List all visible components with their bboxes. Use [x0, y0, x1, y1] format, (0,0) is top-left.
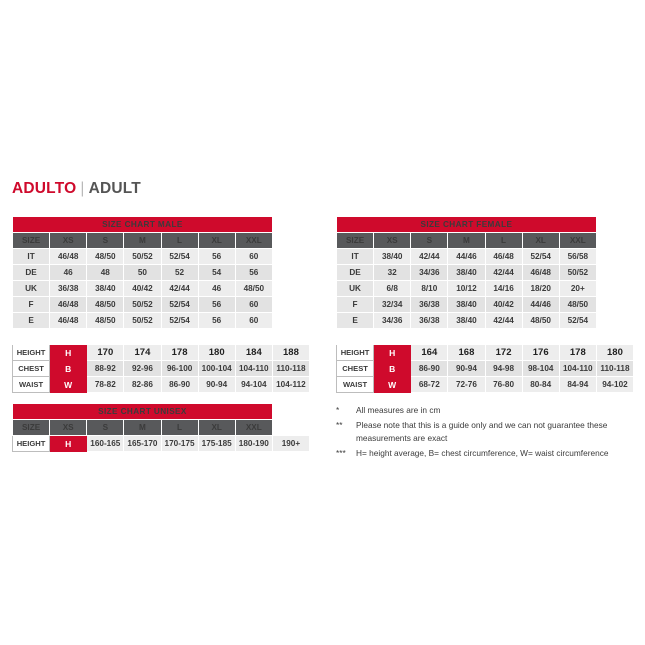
cell: 98-104: [522, 361, 559, 377]
page-title-en: ADULT: [88, 180, 141, 197]
table-row: [13, 313, 310, 329]
cell: 76-80: [485, 377, 522, 393]
cell: 184: [235, 345, 272, 361]
cell: 92-96: [124, 361, 161, 377]
row-label: DE: [337, 265, 374, 281]
table-row: [337, 313, 634, 329]
row-label: IT: [337, 249, 374, 265]
cell: 50/52: [559, 265, 596, 281]
unisex-col-m: M: [124, 420, 161, 436]
cell: 174: [124, 345, 161, 361]
measure-label: CHEST: [13, 361, 50, 377]
note-text: Please note that this is a guide only and we can not guarantee these measurements are exact: [356, 419, 608, 443]
unisex-caption: SIZE CHART UNISEX: [13, 404, 273, 420]
cell: 48/50: [87, 313, 124, 329]
row-label: E: [337, 313, 374, 329]
male-col-size: SIZE: [13, 233, 50, 249]
cell: 34/36: [374, 313, 411, 329]
table-spacer: [13, 329, 310, 345]
cell: 88-92: [87, 361, 124, 377]
note-item: [336, 447, 636, 461]
note-marker: **: [336, 419, 343, 430]
cell: 56: [198, 249, 235, 265]
cell: 52/54: [559, 313, 596, 329]
female-col-m: M: [448, 233, 485, 249]
cell: 40/42: [124, 281, 161, 297]
table-row: [13, 281, 310, 297]
male-col-xs: XS: [50, 233, 87, 249]
table-row: [13, 297, 310, 313]
cell: 178: [559, 345, 596, 361]
measure-row-height: [13, 436, 310, 452]
cell: 160-165: [87, 436, 124, 452]
male-col-s: S: [87, 233, 124, 249]
unisex-col-xxl: XXL: [235, 420, 272, 436]
cell: 56: [235, 265, 272, 281]
unisex-col-xs: XS: [50, 420, 87, 436]
cell: 54: [198, 265, 235, 281]
female-table: [336, 216, 634, 393]
unisex-col-xl: XL: [198, 420, 235, 436]
measure-badge: B: [374, 361, 411, 377]
cell: 48/50: [559, 297, 596, 313]
cell: 46/48: [50, 313, 87, 329]
measure-badge: H: [50, 436, 87, 452]
cell: 20+: [559, 281, 596, 297]
note-marker: *: [336, 405, 340, 415]
male-col-m: M: [124, 233, 161, 249]
cell: 94-104: [235, 377, 272, 393]
cell: 38/40: [87, 281, 124, 297]
cell: 52/54: [161, 313, 198, 329]
page-title: [12, 180, 141, 198]
cell: 50/52: [124, 297, 161, 313]
cell: 165-170: [124, 436, 161, 452]
cell: 164: [411, 345, 448, 361]
male-col-l: L: [161, 233, 198, 249]
cell: 42/44: [485, 265, 522, 281]
cell: 36/38: [50, 281, 87, 297]
row-label: F: [13, 297, 50, 313]
measure-label: HEIGHT: [13, 345, 50, 361]
cell: 190+: [272, 436, 309, 452]
note-text: All measures are in cm: [356, 405, 441, 415]
cell: 104-112: [272, 377, 309, 393]
cell: 52: [161, 265, 198, 281]
cell: 48/50: [87, 297, 124, 313]
table-row: [337, 249, 634, 265]
table-row: [337, 281, 634, 297]
cell: 50: [124, 265, 161, 281]
cell: 46/48: [50, 249, 87, 265]
note-text: H= height average, B= chest circumference, W= waist circumference: [356, 447, 609, 458]
measure-row-chest: [337, 361, 634, 377]
male-table: [12, 216, 310, 393]
measure-label: HEIGHT: [337, 345, 374, 361]
note-marker: ***: [336, 447, 346, 458]
cell: 82-86: [124, 377, 161, 393]
cell: 56: [198, 297, 235, 313]
measure-row-waist: [13, 377, 310, 393]
measure-row-height: [337, 345, 634, 361]
cell: 42/44: [411, 249, 448, 265]
female-col-l: L: [485, 233, 522, 249]
cell: 172: [485, 345, 522, 361]
table-row: [337, 265, 634, 281]
cell: 94-98: [485, 361, 522, 377]
page-title-it: ADULTO: [12, 180, 77, 197]
cell: 46/48: [50, 297, 87, 313]
table-row: [337, 297, 634, 313]
table-spacer: [337, 329, 634, 345]
cell: 46/48: [485, 249, 522, 265]
cell: 170-175: [161, 436, 198, 452]
cell: 110-118: [596, 361, 633, 377]
cell: 96-100: [161, 361, 198, 377]
unisex-col-s: S: [87, 420, 124, 436]
cell: 34/36: [411, 265, 448, 281]
measure-row-height: [13, 345, 310, 361]
cell: 8/10: [411, 281, 448, 297]
cell: 46: [50, 265, 87, 281]
cell: 40/42: [485, 297, 522, 313]
note-item: [336, 404, 636, 418]
cell: 78-82: [87, 377, 124, 393]
page-title-separator: |: [80, 180, 85, 197]
cell: 60: [235, 313, 272, 329]
cell: 104-110: [235, 361, 272, 377]
cell: 68-72: [411, 377, 448, 393]
male-col-xxl: XXL: [235, 233, 272, 249]
male-caption: SIZE CHART MALE: [13, 217, 273, 233]
cell: 32/34: [374, 297, 411, 313]
cell: 180-190: [235, 436, 272, 452]
cell: 48: [87, 265, 124, 281]
cell: 56/58: [559, 249, 596, 265]
cell: 110-118: [272, 361, 309, 377]
unisex-col-size: SIZE: [13, 420, 50, 436]
cell: 14/16: [485, 281, 522, 297]
unisex-table: [12, 403, 310, 452]
cell: 32: [374, 265, 411, 281]
measure-label: WAIST: [337, 377, 374, 393]
cell: 48/50: [87, 249, 124, 265]
female-col-s: S: [411, 233, 448, 249]
measure-label: WAIST: [13, 377, 50, 393]
cell: 48/50: [522, 313, 559, 329]
cell: 52/54: [161, 297, 198, 313]
unisex-caption-row: [13, 404, 310, 420]
cell: 104-110: [559, 361, 596, 377]
cell: 86-90: [161, 377, 198, 393]
row-label: UK: [13, 281, 50, 297]
male-header-row: [13, 233, 310, 249]
cell: 36/38: [411, 313, 448, 329]
female-col-xxl: XXL: [559, 233, 596, 249]
cell: 38/40: [448, 265, 485, 281]
measure-label: CHEST: [337, 361, 374, 377]
cell: 56: [198, 313, 235, 329]
row-label: IT: [13, 249, 50, 265]
cell: 38/40: [374, 249, 411, 265]
unisex-col-l: L: [161, 420, 198, 436]
cell: 180: [596, 345, 633, 361]
row-label: DE: [13, 265, 50, 281]
unisex-header-row: [13, 420, 310, 436]
female-caption: SIZE CHART FEMALE: [337, 217, 597, 233]
size-chart-unisex: [12, 403, 310, 452]
cell: 42/44: [485, 313, 522, 329]
measure-badge: B: [50, 361, 87, 377]
cell: 42/44: [161, 281, 198, 297]
female-col-xs: XS: [374, 233, 411, 249]
cell: 178: [161, 345, 198, 361]
male-col-xl: XL: [198, 233, 235, 249]
cell: 38/40: [448, 313, 485, 329]
measure-badge: H: [374, 345, 411, 361]
measure-badge: H: [50, 345, 87, 361]
measure-label: HEIGHT: [13, 436, 50, 452]
measure-badge: W: [374, 377, 411, 393]
measure-row-chest: [13, 361, 310, 377]
row-label: F: [337, 297, 374, 313]
cell: 60: [235, 249, 272, 265]
cell: 52/54: [161, 249, 198, 265]
female-col-xl: XL: [522, 233, 559, 249]
cell: 86-90: [411, 361, 448, 377]
cell: 72-76: [448, 377, 485, 393]
cell: 10/12: [448, 281, 485, 297]
row-label: E: [13, 313, 50, 329]
cell: 52/54: [522, 249, 559, 265]
cell: 38/40: [448, 297, 485, 313]
size-chart-male: [12, 216, 310, 393]
cell: 168: [448, 345, 485, 361]
cell: 84-94: [559, 377, 596, 393]
cell: 44/46: [522, 297, 559, 313]
cell: 46/48: [522, 265, 559, 281]
cell: 90-94: [198, 377, 235, 393]
cell: 188: [272, 345, 309, 361]
cell: 80-84: [522, 377, 559, 393]
cell: 100-104: [198, 361, 235, 377]
female-col-size: SIZE: [337, 233, 374, 249]
cell: 175-185: [198, 436, 235, 452]
size-chart-female: [336, 216, 634, 393]
cell: 50/52: [124, 249, 161, 265]
female-caption-row: [337, 217, 634, 233]
cell: 36/38: [411, 297, 448, 313]
cell: 6/8: [374, 281, 411, 297]
cell: 46: [198, 281, 235, 297]
cell: 18/20: [522, 281, 559, 297]
female-header-row: [337, 233, 634, 249]
cell: 50/52: [124, 313, 161, 329]
table-row: [13, 249, 310, 265]
cell: 44/46: [448, 249, 485, 265]
measure-badge: W: [50, 377, 87, 393]
notes-block: [336, 404, 636, 461]
cell: 176: [522, 345, 559, 361]
cell: 180: [198, 345, 235, 361]
row-label: UK: [337, 281, 374, 297]
cell: 94-102: [596, 377, 633, 393]
note-item: [336, 419, 636, 446]
table-row: [13, 265, 310, 281]
male-caption-row: [13, 217, 310, 233]
measure-row-waist: [337, 377, 634, 393]
cell: 60: [235, 297, 272, 313]
cell: 90-94: [448, 361, 485, 377]
cell: 48/50: [235, 281, 272, 297]
cell: 170: [87, 345, 124, 361]
